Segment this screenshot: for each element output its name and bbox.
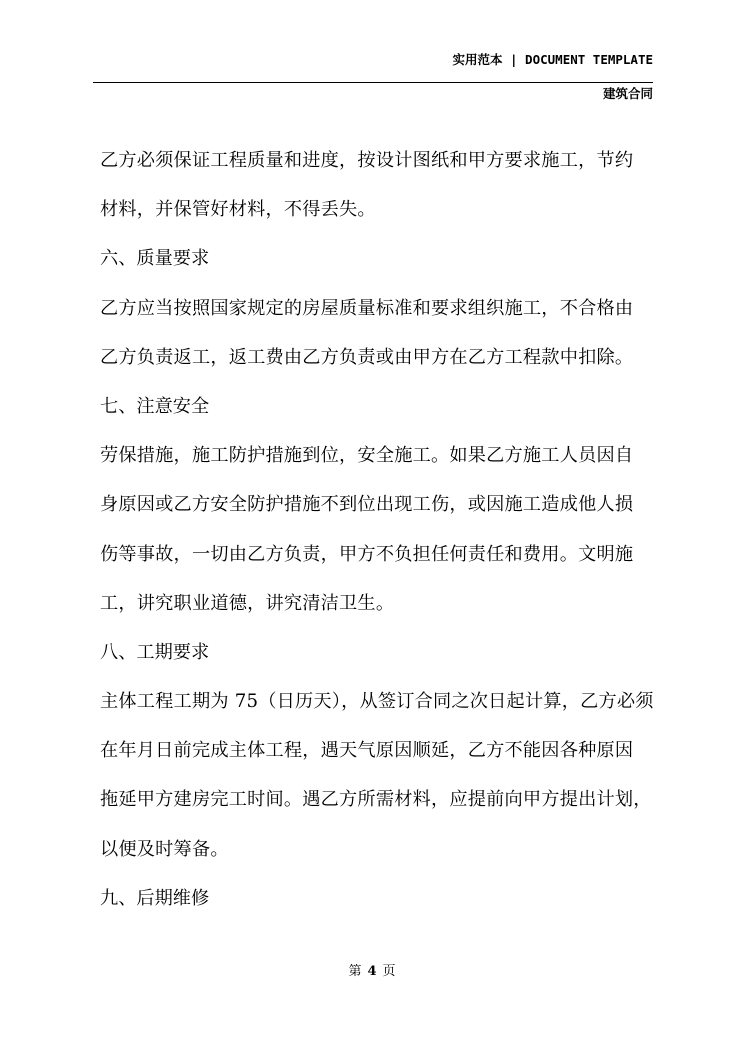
paragraph-line: 乙方必须保证工程质量和进度，按设计图纸和甲方要求施工，节约: [100, 150, 634, 171]
section-heading: 九、后期维修: [100, 887, 210, 909]
footer-suffix: 页: [382, 964, 396, 979]
header-title: 实用范本 | DOCUMENT TEMPLATE: [452, 52, 653, 67]
paragraph-line: 工，讲究职业道德，讲究清洁卫生。: [100, 592, 395, 614]
paragraph-line: 材料，并保管好材料，不得丢失。: [100, 199, 376, 221]
page-footer: [0, 962, 744, 982]
document-body: [100, 136, 660, 923]
section-heading: 八、工期要求: [100, 641, 210, 663]
page-header: [93, 50, 653, 104]
header-subtitle: 建筑合同: [602, 86, 653, 101]
page-number: 4: [367, 964, 377, 979]
section-heading: 七、注意安全: [100, 395, 210, 417]
section-heading: 六、质量要求: [100, 248, 210, 270]
paragraph-line: 在年月日前完成主体工程，遇天气原因顺延，乙方不能因各种原因: [100, 740, 634, 762]
paragraph-line: 以便及时筹备。: [100, 838, 229, 860]
paragraph-line: 劳保措施，施工防护措施到位，安全施工。如果乙方施工人员因自: [100, 445, 634, 467]
paragraph-line: 乙方应当按照国家规定的房屋质量标准和要求组织施工，不合格由: [100, 297, 634, 319]
header-divider: [93, 82, 653, 83]
paragraph-line: 拖延甲方建房完工时间。遇乙方所需材料，应提前向甲方提出计划，: [100, 789, 652, 811]
footer-prefix: 第: [348, 964, 362, 979]
paragraph-line: 乙方负责返工，返工费由乙方负责或由甲方在乙方工程款中扣除。: [100, 346, 634, 368]
paragraph-line: 主体工程工期为 75（日历天），从签订合同之次日起计算，乙方必须: [100, 691, 654, 713]
paragraph-line: 身原因或乙方安全防护措施不到位出现工伤，或因施工造成他人损: [100, 494, 634, 516]
paragraph-line: 伤等事故，一切由乙方负责，甲方不负担任何责任和费用。文明施: [100, 543, 634, 565]
